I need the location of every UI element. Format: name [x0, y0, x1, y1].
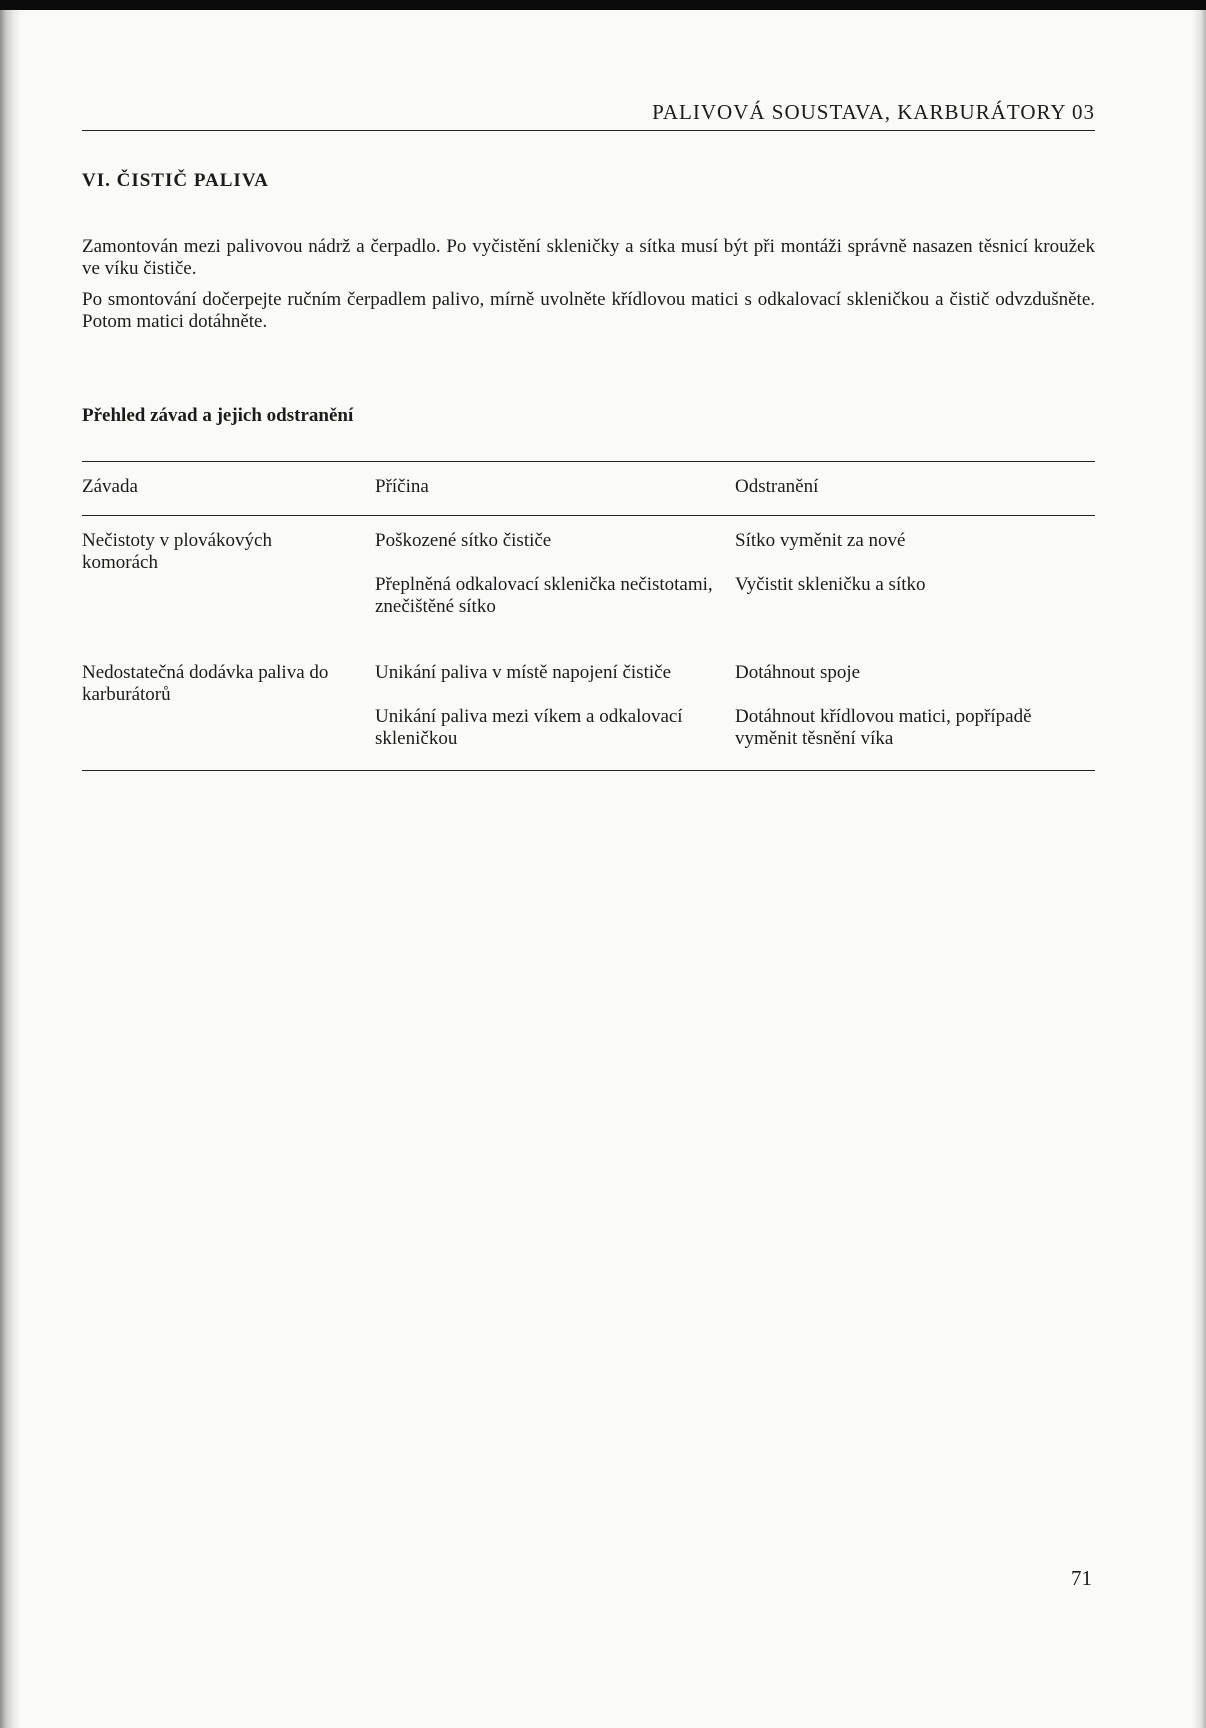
- body-paragraph: Zamontován mezi palivovou nádrž a čerpadlo. Po vyčistění skleničky a sítka musí být při montáži správně nasazen těsnicí kroužek ve víku čističe.: [82, 236, 1095, 279]
- table-cell-remedy: Sítko vyměnit za nové: [735, 530, 906, 551]
- page-number: 71: [1071, 1566, 1092, 1590]
- table-cell-remedy: Vyčistit skleničku a sítko: [735, 574, 926, 595]
- running-header-title: PALIVOVÁ SOUSTAVA, KARBURÁTORY 03: [652, 100, 1095, 124]
- scan-binding-shadow: [0, 10, 22, 1728]
- table-cell-cause: Přeplněná odkalovací sklenička nečistotami, znečištěné sítko: [375, 574, 713, 617]
- table-header-rule: [82, 515, 1095, 516]
- body-paragraph: Po smontování dočerpejte ručním čerpadlem palivo, mírně uvolněte křídlovou matici s odkalovací skleničkou a čistič odvzdušněte. Potom matici dotáhněte.: [82, 289, 1095, 332]
- column-header-cause: Příčina: [375, 476, 429, 497]
- table-cell-fault: Nečistoty v plovákových komorách: [82, 530, 272, 573]
- scan-top-edge: [0, 0, 1206, 10]
- table-cell-cause: Unikání paliva mezi víkem a odkalovací skleničkou: [375, 706, 683, 749]
- table-cell-cause: Poškozené sítko čističe: [375, 530, 552, 551]
- table-bottom-rule: [82, 770, 1095, 771]
- table-cell-remedy: Dotáhnout spoje: [735, 662, 861, 683]
- table-cell-cause: Unikání paliva v místě napojení čističe: [375, 662, 672, 683]
- table-title: Přehled závad a jejich odstranění: [82, 405, 354, 426]
- table-cell-fault: Nedostatečná dodávka paliva do karburátorů: [82, 662, 329, 705]
- section-title: VI. ČISTIČ PALIVA: [82, 170, 269, 191]
- table-top-rule: [82, 461, 1095, 462]
- column-header-fault: Závada: [82, 476, 138, 497]
- column-header-remedy: Odstranění: [735, 476, 819, 497]
- table-cell-remedy: Dotáhnout křídlovou matici, popřípadě vyměnit těsnění víka: [735, 706, 1032, 749]
- scan-right-edge: [1192, 10, 1206, 1728]
- running-header: [82, 100, 1095, 131]
